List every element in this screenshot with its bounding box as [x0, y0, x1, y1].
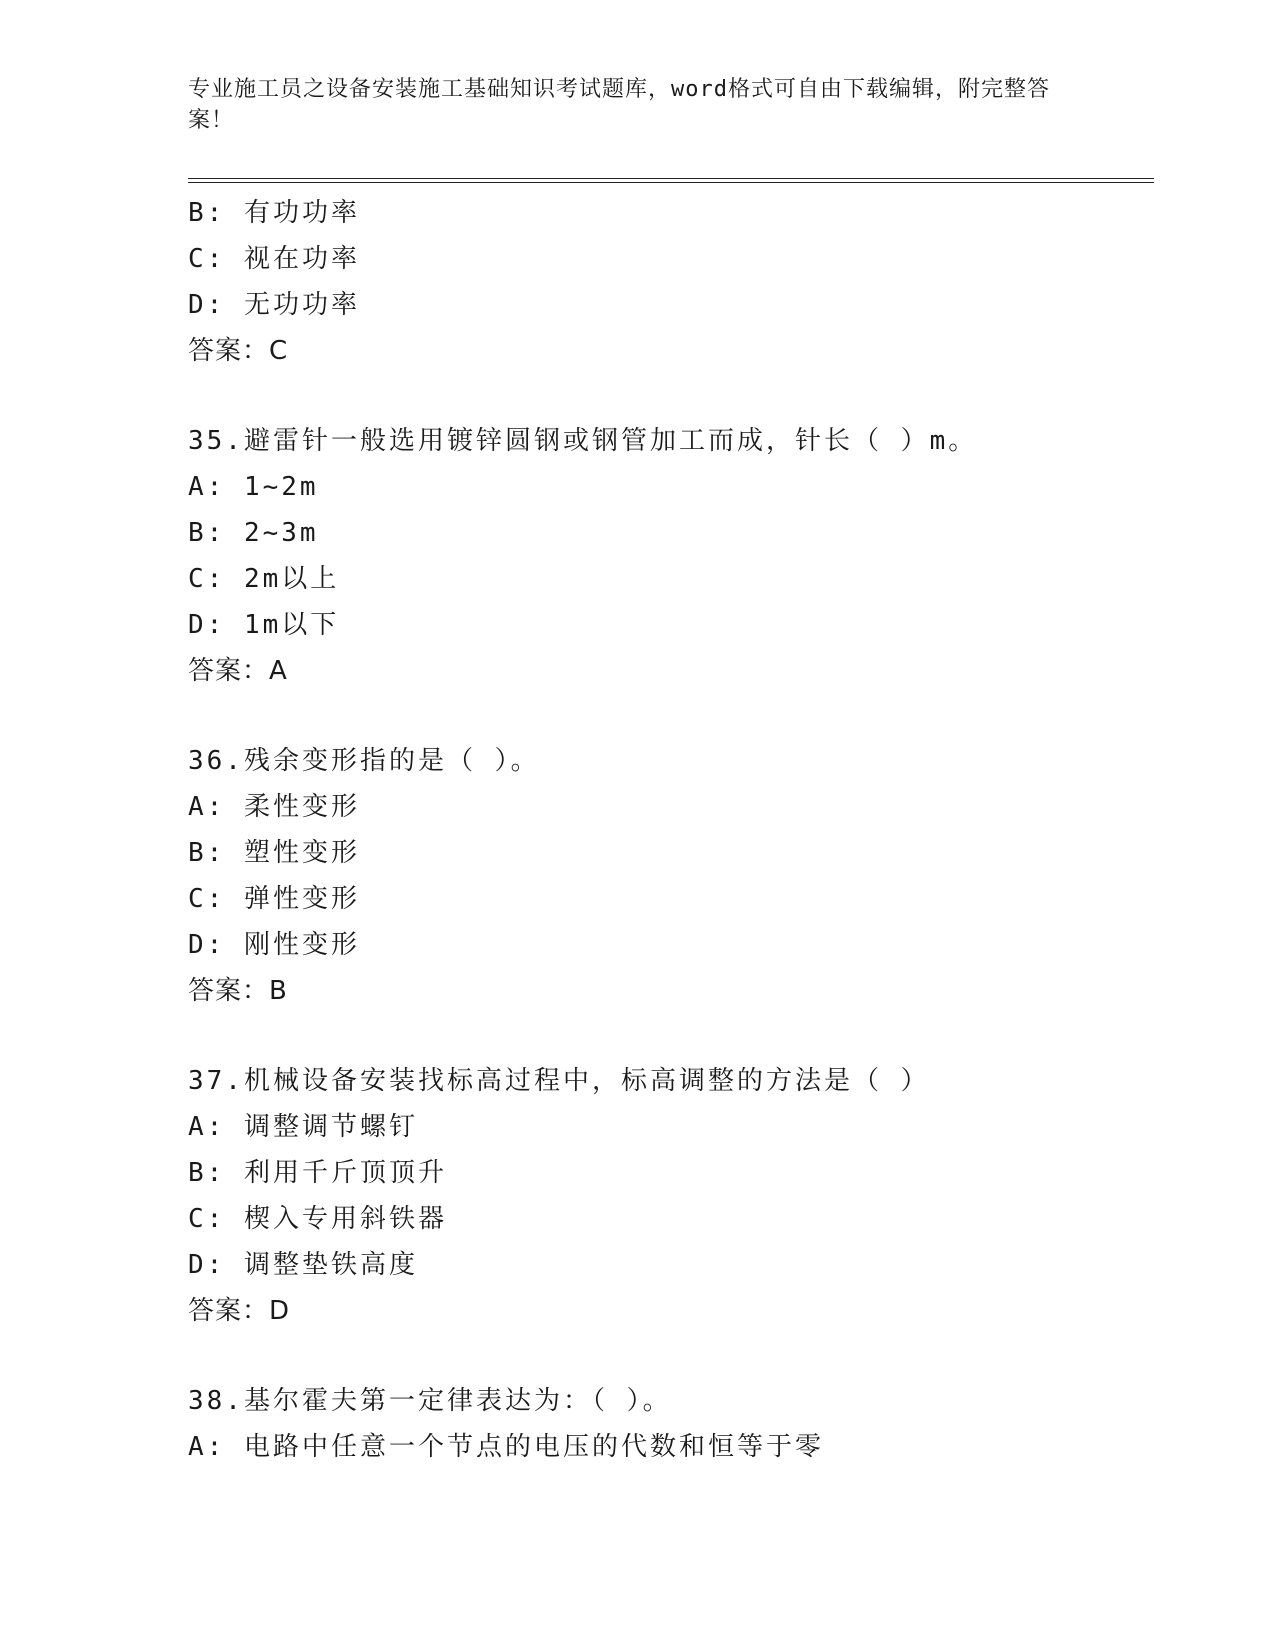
question-stem: 36.残余变形指的是（ ）。 — [188, 746, 540, 776]
header-divider — [188, 178, 1154, 183]
question-37 — [188, 1058, 1154, 1334]
page-header: 专业施工员之设备安装施工基础知识考试题库，word格式可自由下载编辑，附完整答案！ — [188, 77, 1050, 133]
option-c: C: 弹性变形 — [188, 884, 360, 914]
answer-line: 答案：C — [188, 336, 289, 366]
question-34-partial — [188, 190, 1154, 374]
question-list — [188, 190, 1154, 1470]
option-d: D: 无功功率 — [188, 290, 360, 320]
answer-line: 答案：D — [188, 1296, 291, 1326]
question-35 — [188, 418, 1154, 694]
option-b: B: 利用千斤顶顶升 — [188, 1158, 447, 1188]
question-stem: 37.机械设备安装找标高过程中，标高调整的方法是（ ） — [188, 1066, 930, 1096]
option-d: D: 刚性变形 — [188, 930, 360, 960]
question-stem: 38.基尔霍夫第一定律表达为：（ ）。 — [188, 1386, 672, 1416]
option-b: B: 2~3m — [188, 518, 319, 548]
question-stem: 35.避雷针一般选用镀锌圆钢或钢管加工而成，针长（ ）m。 — [188, 426, 978, 456]
answer-line: 答案：B — [188, 976, 288, 1006]
option-a: A: 电路中任意一个节点的电压的代数和恒等于零 — [188, 1432, 824, 1462]
option-b: B: 塑性变形 — [188, 838, 360, 868]
option-c: C: 2m以上 — [188, 564, 340, 594]
option-d: D: 1m以下 — [188, 610, 340, 640]
option-a: A: 调整调节螺钉 — [188, 1112, 418, 1142]
option-a: A: 柔性变形 — [188, 792, 360, 822]
option-c: C: 楔入专用斜铁器 — [188, 1204, 447, 1234]
option-d: D: 调整垫铁高度 — [188, 1250, 418, 1280]
question-36 — [188, 738, 1154, 1014]
option-c: C: 视在功率 — [188, 244, 360, 274]
option-b: B: 有功功率 — [188, 198, 360, 228]
option-a: A: 1~2m — [188, 472, 319, 502]
answer-line: 答案：A — [188, 656, 288, 686]
question-38 — [188, 1378, 1154, 1470]
